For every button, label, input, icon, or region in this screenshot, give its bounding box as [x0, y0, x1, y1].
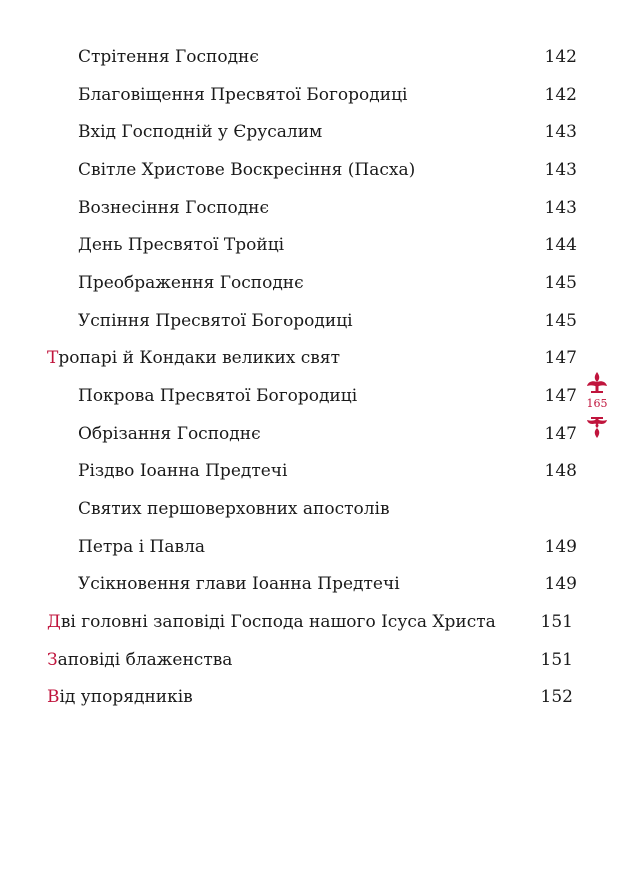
toc-section-title: [47, 346, 340, 370]
toc-entry-title: Усікновення глави Іоанна Предтечі: [78, 574, 400, 594]
toc-entry-page: 151: [540, 612, 573, 632]
toc-section-title-rest: ід упорядників: [59, 687, 193, 707]
toc-entry-page: 142: [544, 85, 577, 105]
page-number: 165: [586, 397, 608, 410]
toc-entry-title: Світле Христове Воскресіння (Пасха): [78, 160, 416, 180]
toc-entry-page: 143: [544, 122, 577, 142]
toc-entry-page: 145: [544, 311, 577, 331]
toc-section-title: [47, 610, 496, 634]
toc-section-title-rest: аповіді блаженства: [57, 650, 233, 670]
toc-section-title-rest: ропарі й Кондаки великих свят: [58, 348, 340, 368]
toc-entry-title: День Пресвятої Тройці: [78, 235, 285, 255]
toc-section-title: [47, 648, 232, 672]
toc-entry-page: 147: [544, 424, 577, 444]
toc-entry-title: Вхід Господній у Єрусалим: [78, 122, 323, 142]
toc-entry-page: 148: [544, 461, 577, 481]
toc-entry-page: 149: [544, 537, 577, 557]
drop-initial: В: [47, 687, 60, 707]
drop-initial: Д: [47, 612, 61, 632]
toc-entry-title: Різдво Іоанна Предтечі: [78, 461, 288, 481]
toc-entry-page: 147: [544, 386, 577, 406]
toc-entry-page: 151: [540, 650, 573, 670]
drop-initial: З: [47, 650, 58, 670]
toc-entry-page: 152: [540, 687, 573, 707]
toc-entry-title: Святих першоверховних апостолів: [78, 499, 390, 519]
toc-entry-title: Покрова Пресвятої Богородиці: [78, 386, 358, 406]
toc-entry-page: 145: [544, 273, 577, 293]
toc-entry-title: Петра і Павла: [78, 537, 206, 557]
toc-section-title-rest: ві головні заповіді Господа нашого Ісуса Христа: [60, 612, 496, 632]
toc-entry-page: 147: [544, 348, 577, 368]
toc-entry-page: 142: [544, 47, 577, 67]
toc-section-title: [47, 685, 193, 709]
toc-entry-title: Обрізання Господнє: [78, 424, 261, 444]
toc-entry-page: 144: [544, 235, 577, 255]
toc-entry-title: Стрітення Господнє: [78, 47, 259, 67]
toc-entry-page: 143: [544, 198, 577, 218]
toc-entry-title: Преображення Господнє: [78, 273, 304, 293]
toc-entry-title: Вознесіння Господнє: [78, 198, 270, 218]
toc-entry-title: Благовіщення Пресвятої Богородиці: [78, 85, 408, 105]
toc-entry-page: 143: [544, 160, 577, 180]
toc-entry-page: 149: [544, 574, 577, 594]
drop-initial: Т: [47, 348, 59, 368]
toc-entry-title: Успіння Пресвятої Богородиці: [78, 311, 353, 331]
